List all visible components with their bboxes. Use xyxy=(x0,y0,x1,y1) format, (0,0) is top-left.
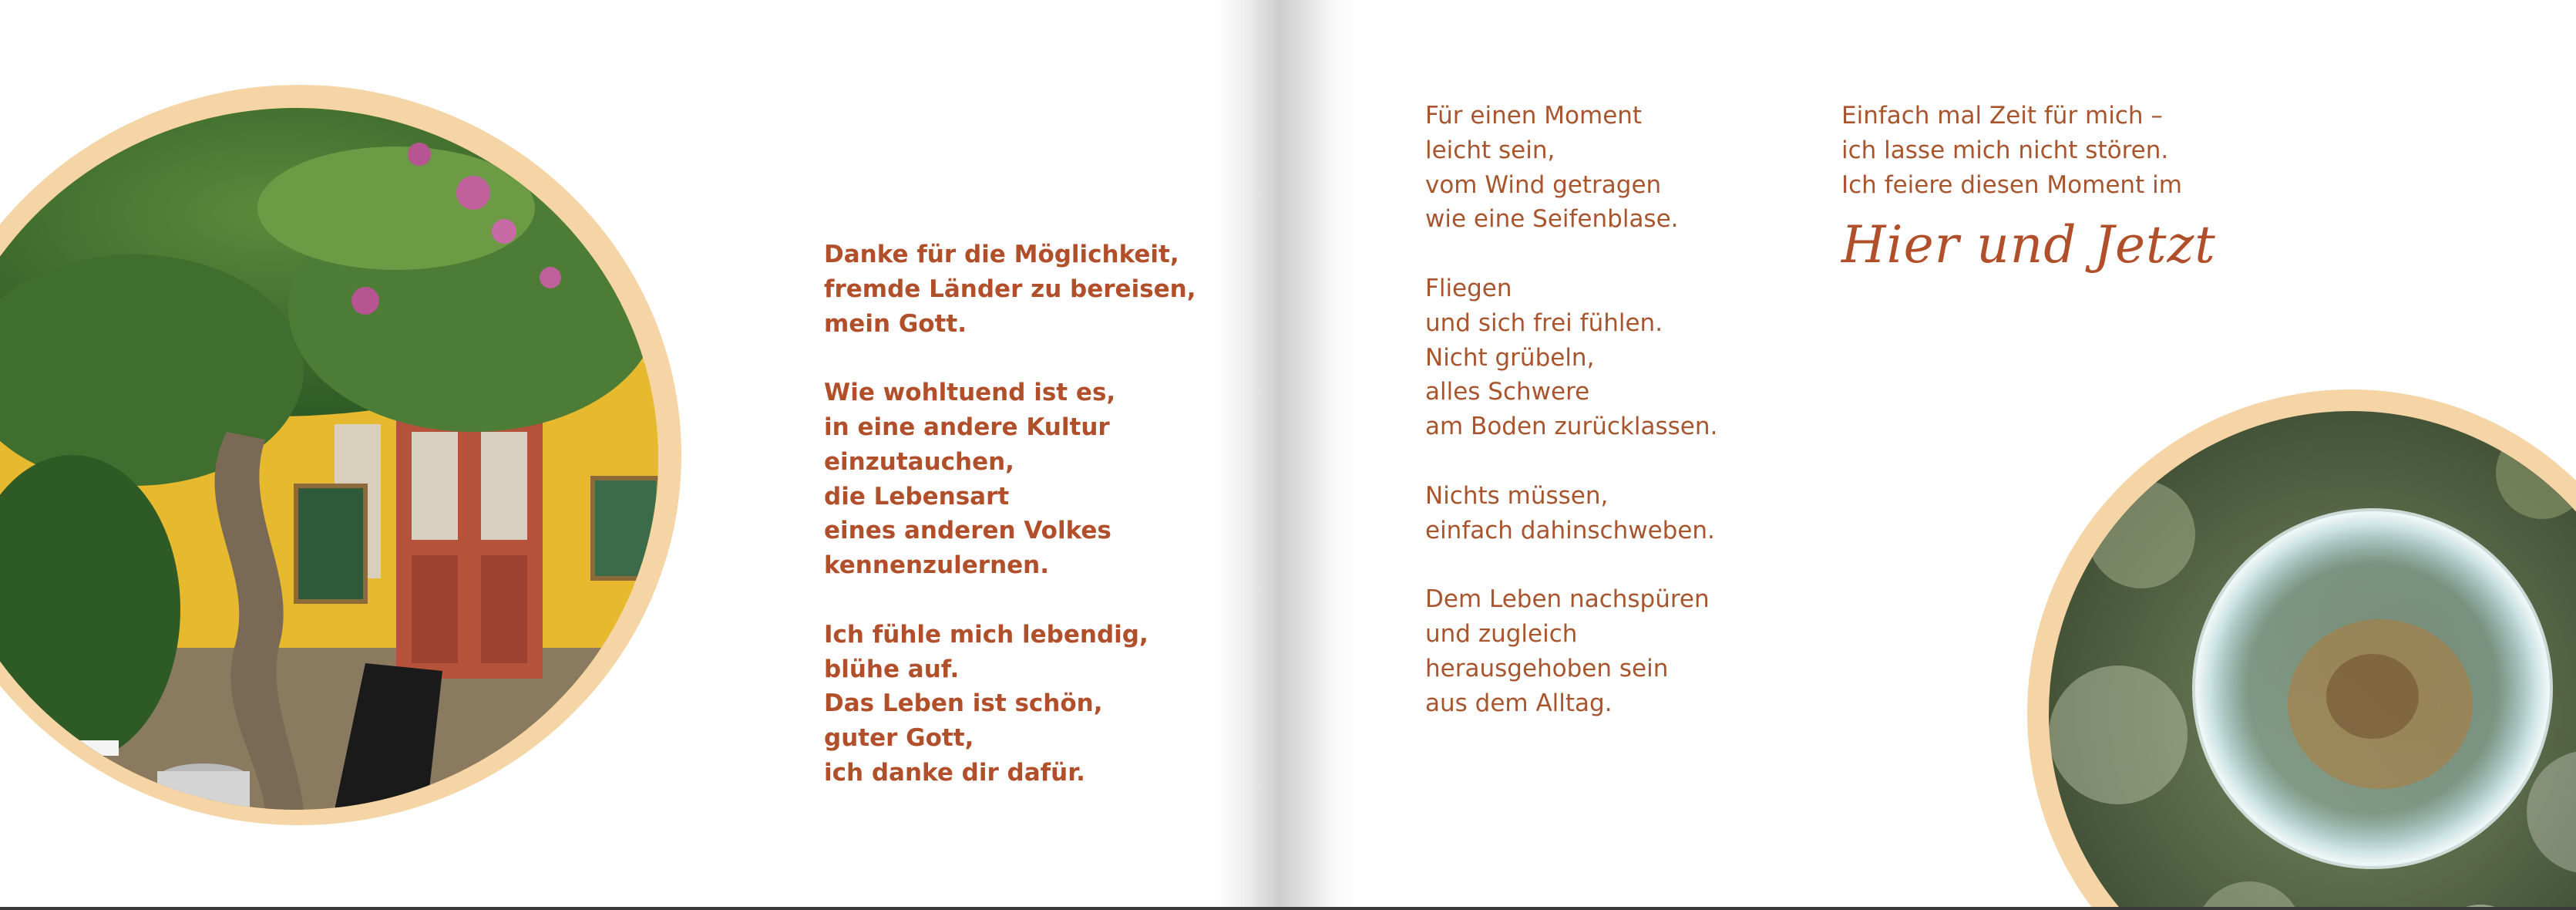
poem-line: Einfach mal Zeit für mich – xyxy=(1841,102,2163,130)
poem-line: in eine andere Kultur xyxy=(824,413,1110,441)
poem-line: mein Gott. xyxy=(824,309,967,338)
poem-line: Fliegen xyxy=(1425,274,1512,302)
poem-line: Ich fühle mich lebendig, xyxy=(824,620,1148,649)
poem-line: fremde Länder zu bereisen, xyxy=(824,275,1196,303)
poem-line: Danke für die Möglichkeit, xyxy=(824,241,1179,268)
poem-line: und sich frei fühlen. xyxy=(1425,308,1663,337)
poem-line: vom Wind getragen xyxy=(1425,170,1662,199)
bottom-edge xyxy=(0,907,2576,910)
poem-line: guter Gott, xyxy=(824,724,974,753)
poem-line: blühe auf. xyxy=(824,655,960,683)
poem-line: Nicht grübeln, xyxy=(1425,343,1595,372)
poem-line: am Boden zurücklassen. xyxy=(1425,413,1718,441)
poem-line: einzutauchen, xyxy=(824,447,1014,476)
poem-line: kennenzulernen. xyxy=(824,551,1050,580)
poem-line: einfach dahinschweben. xyxy=(1425,516,1715,544)
poem-stanza xyxy=(824,618,1225,790)
poem-line: leicht sein, xyxy=(1425,136,1555,164)
poem-line: eines anderen Volkes xyxy=(824,517,1111,545)
left-poem xyxy=(824,238,1225,825)
poem-line: und zugleich xyxy=(1425,619,1578,648)
poem-line: ich lasse mich nicht stören. xyxy=(1841,136,2169,164)
right-poem-column-b xyxy=(1841,99,2273,276)
poem-stanza xyxy=(824,376,1225,583)
poem-line: wie eine Seifenblase. xyxy=(1425,205,1679,234)
poem-line: die Lebensart xyxy=(824,482,1010,511)
poem-line: Das Leben ist schön, xyxy=(824,689,1103,718)
script-title: Hier und Jetzt xyxy=(1841,215,2216,275)
poem-stanza xyxy=(1425,479,1780,548)
poem-line: Ich feiere diesen Moment im xyxy=(1841,170,2182,199)
poem-line: Nichts müssen, xyxy=(1425,481,1609,510)
poem-stanza xyxy=(1425,582,1780,720)
left-page xyxy=(0,0,1233,910)
poem-stanza xyxy=(1425,99,1780,237)
poem-stanza xyxy=(1425,271,1780,444)
poem-line: Für einen Moment xyxy=(1425,102,1643,130)
poem-line: alles Schwere xyxy=(1425,378,1590,406)
right-page xyxy=(1233,0,2576,910)
right-poem-column-a xyxy=(1425,99,1780,755)
poem-line: aus dem Alltag. xyxy=(1425,689,1613,717)
poem-line: ich danke dir dafür. xyxy=(824,758,1085,787)
poem-line: Wie wohltuend ist es, xyxy=(824,379,1116,407)
poem-line: Dem Leben nachspüren xyxy=(1425,585,1710,614)
poem-stanza xyxy=(824,238,1225,341)
poem-line: herausgehoben sein xyxy=(1425,654,1669,682)
